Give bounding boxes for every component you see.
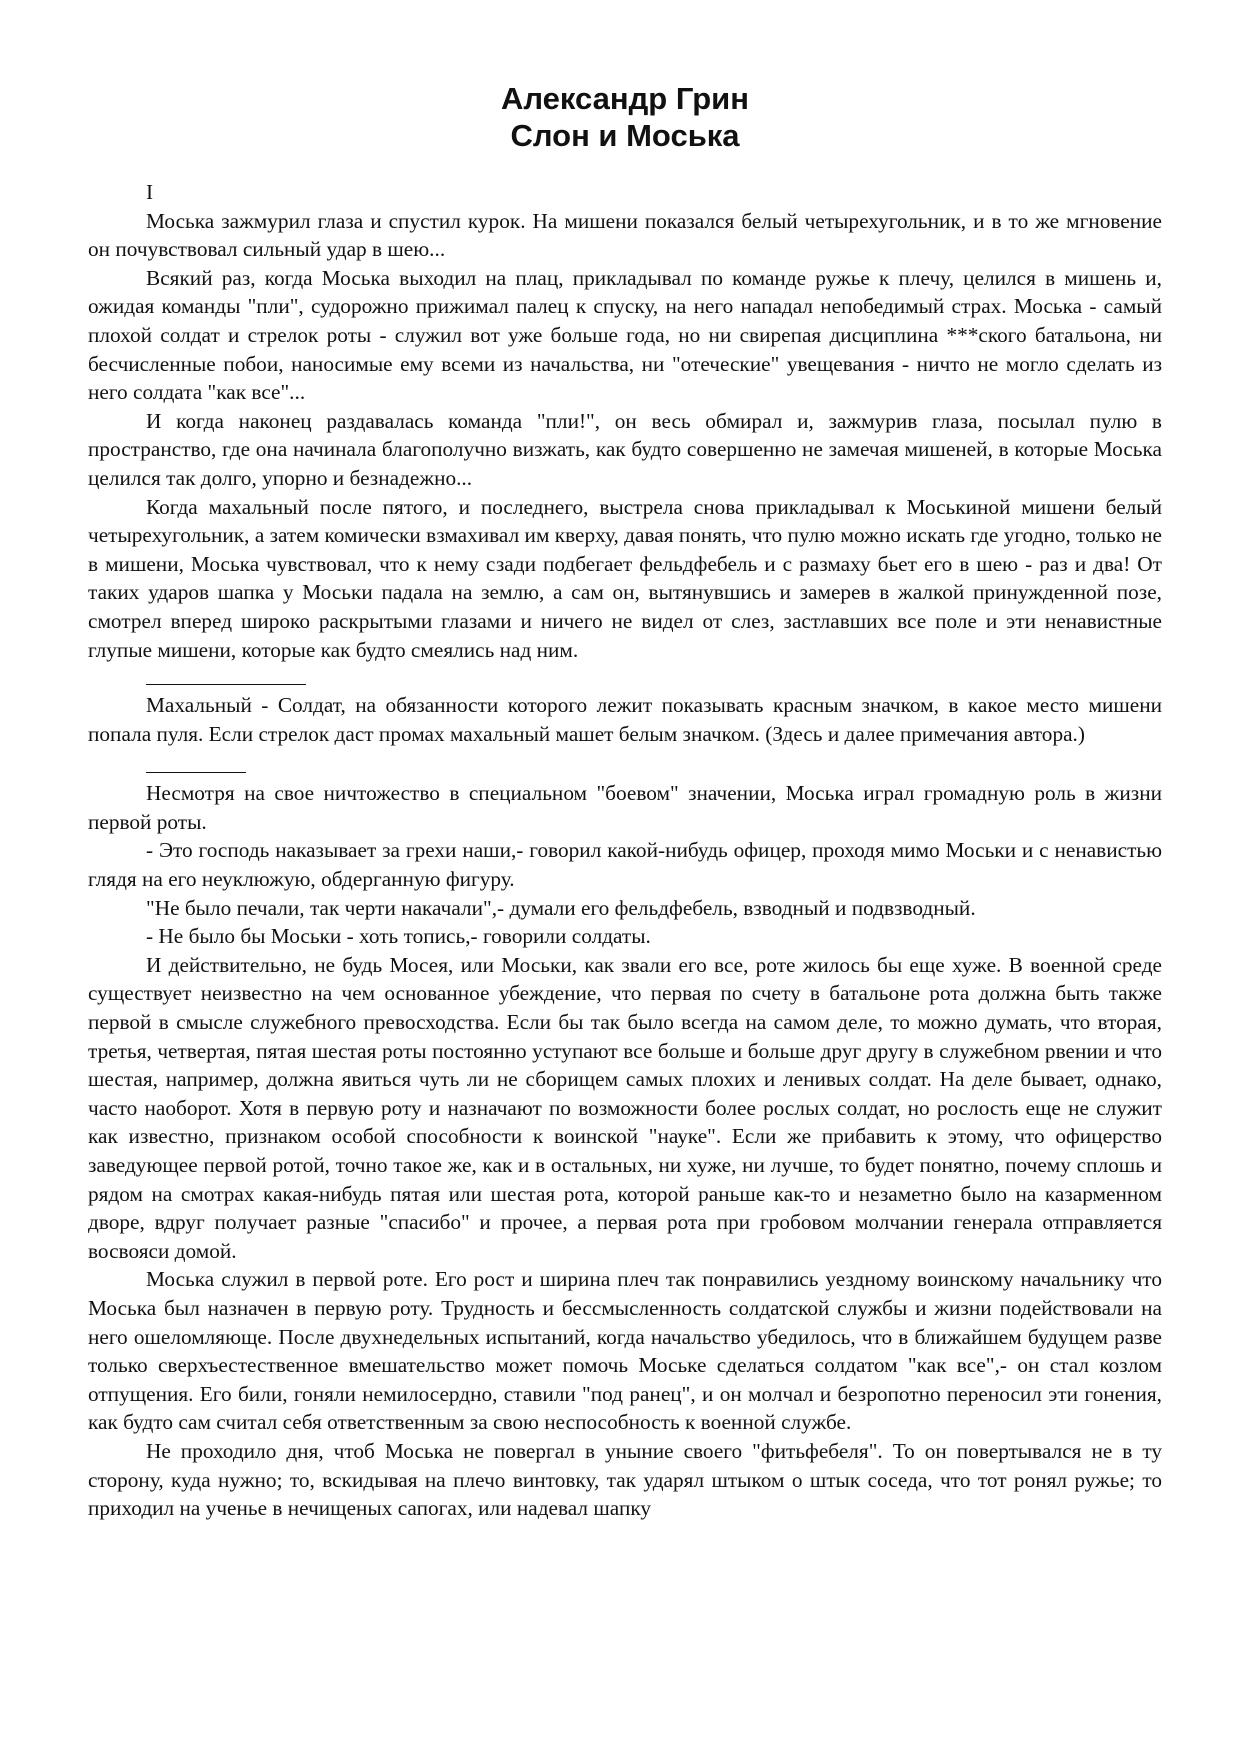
paragraph: И действительно, не будь Мосея, или Моськи, как звали его все, роте жилось бы еще хуже. В военной среде существует неизвестно на чем основанное убеждение, что первая по счету в батальоне рота должна быть также первой в смысле служебного превосходства. Если бы так было всегда на самом деле, то можно думать, что вторая, третья, четвертая, пятая шестая роты постоянно уступают все больше и больше друг другу в служебном рвении и что шестая, например, должна явиться чуть ли не сборищем самых плохих и ленивых солдат. На деле бывает, однако, часто наоборот. Хотя в первую роту и назначают по возможности более рослых солдат, но рослость еще не служит как известно, признаком особой способности к воинской "науке". Если же прибавить к этому, что офицерство заведующее первой ротой, точно такое же, как и в остальных, ни хуже, ни лучше, то будет понятно, почему сплошь и рядом на смотрах какая-нибудь пятая или шестая рота, которой раньше как-то и незаметно было на казарменном дворе, вдруг получает разные "спасибо" и прочее, а первая рота при гробовом молчании генерала отправляется восвояси домой. — [88, 952, 1162, 1263]
paragraph: И когда наконец раздавалась команда "пли!", он весь обмирал и, зажмурив глаза, посылал пулю в пространство, где она начинала благополучно визжать, как будто совершенно не замечая мишеней, в которые Моська целился так долго, упорно и безнадежно... — [88, 408, 1162, 490]
paragraph: - Не было бы Моськи - хоть топись,- говорили солдаты. — [146, 924, 651, 949]
title-block — [88, 80, 1162, 154]
story-title: Слон и Моська — [510, 118, 740, 153]
paragraph: Несмотря на свое ничтожество в специальном "боевом" значении, Моська играл громадную роль в жизни первой роты. — [88, 781, 1162, 834]
paragraph: Не проходило дня, чтоб Моська не повергал в уныние своего "фитьфебеля". То он повертывался не в ту сторону, куда нужно; то, вскидывая на плечо винтовку, так ударял штыком о штык соседа, что тот ронял ружье; то приходил на ученье в нечищеных сапогах, или надевал шапку — [88, 1438, 1162, 1521]
paragraph: Когда махальный после пятого, и последнего, выстрела снова прикладывал к Моськиной мишени белый четырехугольник, а затем комически взмахивал им кверху, давая понять, что пулю можно искать где угодно, только не в мишени, Моська чувствовал, что к нему сзади подбегает фельдфебель и с размаху бьет его в шею - раз и два! От таких ударов шапка у Моськи падала на землю, а сам он, вытянувшись и замерев в жалкой принужденной позе, смотрел вперед широко раскрытыми глазами и ничего не видел от слез, застлавших все поле и эти ненавистные глупые мишени, которые как будто смеялись над ним. — [88, 494, 1162, 662]
paragraph: - Это господь наказывает за грехи наши,- говорил какой-нибудь офицер, проходя мимо Моськи и с ненавистью глядя на его неуклюжую, обдерганную фигуру. — [88, 838, 1162, 892]
footnote-separator-bottom — [146, 772, 246, 773]
footnote-separator-top — [146, 684, 306, 685]
author-name: Александр Грин — [501, 81, 749, 116]
story-body — [88, 178, 1162, 1523]
paragraph: Моська служил в первой роте. Его рост и ширина плеч так понравились уездному воинскому начальнику что Моська был назначен в первую роту. Трудность и бессмысленность солдатской службы и жизни подействовали на него ошеломляюще. После двухнедельных испытаний, когда начальство убедилось, что в ближайшем будущем разве только сверхъестественное вмешательство может помочь Моське сделаться солдатом "как все",- он стал козлом отпущения. Его били, гоняли немилосердно, ставили "под ранец", и он молчал и безропотно переносил эти гонения, как будто сам считал себя ответственным за свою неспособность к военной службе. — [88, 1267, 1162, 1435]
footnote: Махальный - Солдат, на обязанности которого лежит показывать красным значком, в какое место мишени попала пуля. Если стрелок даст промах махальный машет белым значком. (Здесь и далее примечания автора.) — [88, 693, 1162, 746]
paragraph: Моська зажмурил глаза и спустил курок. На мишени показался белый четырехугольник, и в то же мгновение он почувствовал сильный удар в шею... — [88, 208, 1162, 262]
paragraph: Всякий раз, когда Моська выходил на плац, прикладывал по команде ружье к плечу, целился в мишень и, ожидая команды "пли", судорожно прижимал палец к спуску, на него нападал непобедимый страх. Моська - самый плохой солдат и стрелок роты - служил вот уже больше года, но ни свирепая дисциплина ***ского батальона, ни бесчисленные побои, наносимые ему всеми из начальства, ни "отеческие" увещевания - ничто не могло сделать из него солдата "как все"... — [88, 265, 1162, 405]
chapter-number: I — [146, 180, 154, 204]
document-page — [88, 80, 1162, 1523]
paragraph: "Не было печали, так черти накачали",- думали его фельдфебель, взводный и подвзводный. — [146, 895, 976, 920]
